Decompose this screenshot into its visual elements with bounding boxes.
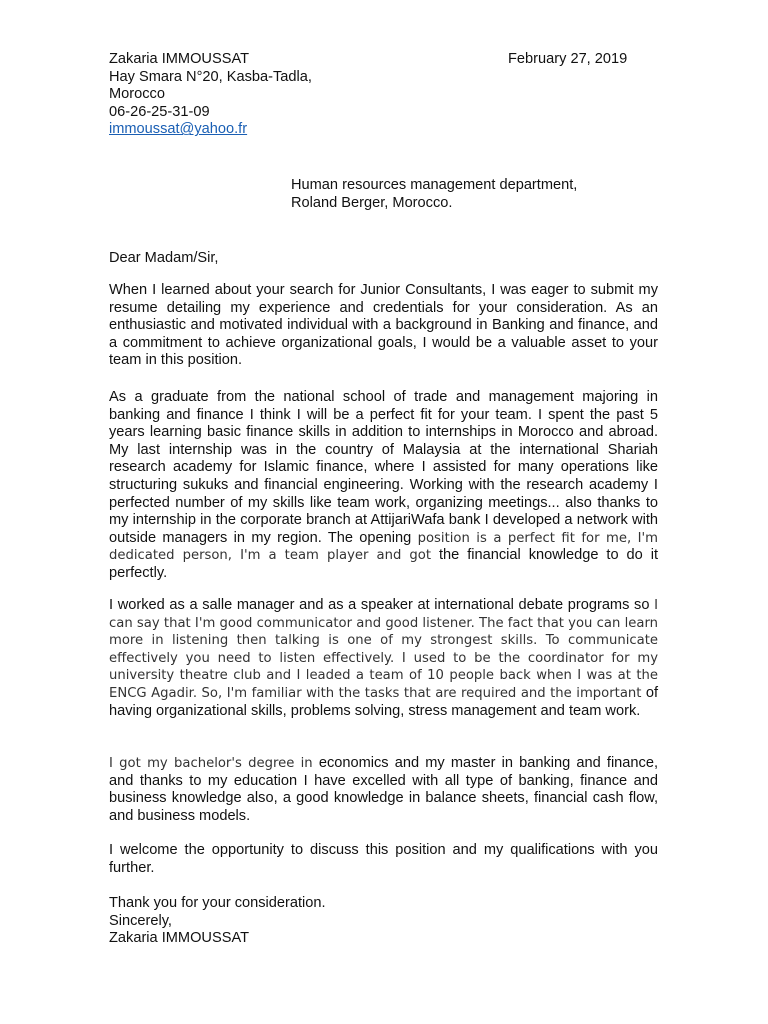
recipient-line2: Roland Berger, Morocco. xyxy=(291,194,453,211)
paragraph-experience-part1: I worked as a salle manager and as a speaker at international debate programs so xyxy=(109,597,650,613)
paragraph-education-part1: As a graduate from the national school of trade and management majoring in banking and finance I think I will be a perfect fit for your team. I spent the past 5 years learning basic finance skills in addition to internships in Morocco and abroad. My last internship was in the country of Malaysia at the international Shariah research academy for Islamic finance, where I assisted for many operations like structuring sukuks and financial engineering. Working with the research academy I perfected number of my skills like team work, organizing meetings... also thanks to my internship in the corporate branch at AttijariWafa bank I developed a network with outside managers in my region. The opening xyxy=(109,389,658,546)
paragraph-education-part2: position is a perfect fit for me, I'm dedicated person, I'm a team player and got xyxy=(109,530,658,564)
paragraph-welcome: I welcome the opportunity to discuss this position and my qualifications with you further. xyxy=(109,842,658,876)
paragraph-intro: When I learned about your search for Junior Consultants, I was eager to submit my resume detailing my experience and credentials for your consideration. As an enthusiastic and motivated individual with a background in Banking and finance, and a commitment to achieve organizational goals, I would be a valuable asset to your team in this position. xyxy=(109,282,658,369)
sender-phone: 06-26-25-31-09 xyxy=(109,103,210,120)
paragraph-experience xyxy=(109,597,658,720)
paragraph-education xyxy=(109,389,658,583)
sender-address-line2: Morocco xyxy=(109,86,165,103)
closing-thanks: Thank you for your consideration. xyxy=(109,895,326,911)
sender-email-link[interactable]: immoussat@yahoo.fr xyxy=(109,121,248,138)
paragraph-experience-part4: of having organizational skills, problems solving, stress management and team work. xyxy=(109,684,658,719)
paragraph-education-part3: the financial knowledge to do it perfectly. xyxy=(109,547,658,581)
signature-name: Zakaria IMMOUSSAT xyxy=(109,930,250,947)
closing-signoff: Sincerely, xyxy=(109,912,172,929)
paragraph-experience-part3: ENCG Agadir. So, I'm familiar with the tasks that are required and the important xyxy=(109,685,642,701)
recipient-line1: Human resources management department, xyxy=(291,177,578,193)
sender-address-line1: Hay Smara N°20, Kasba-Tadla, xyxy=(109,68,312,85)
paragraph-experience-part2: I can say that I'm good communicator and good listener. The fact that you can learn more in listening then talking is one of my strongest skills. To communicate effectively you need to listen effectively. I used to be the coordinator for my university theatre club and I leaded a team of 10 people back when I was at the xyxy=(109,598,658,684)
paragraph-degrees xyxy=(109,755,658,825)
greeting: Dear Madam/Sir, xyxy=(109,250,219,266)
paragraph-degrees-part1: I got my bachelor's degree in xyxy=(109,756,313,771)
recipient-block xyxy=(291,177,577,212)
paragraph-degrees-part2: economics and my master in banking and finance, and thanks to my education I have excelled with all type of banking, finance and business knowledge also, a good knowledge in balance sheets, financial cash flow, and business models. xyxy=(109,755,659,824)
closing-block xyxy=(109,895,326,948)
letter-date: February 27, 2019 xyxy=(508,51,628,67)
sender-name: Zakaria IMMOUSSAT xyxy=(109,51,250,67)
sender-block xyxy=(109,51,409,139)
